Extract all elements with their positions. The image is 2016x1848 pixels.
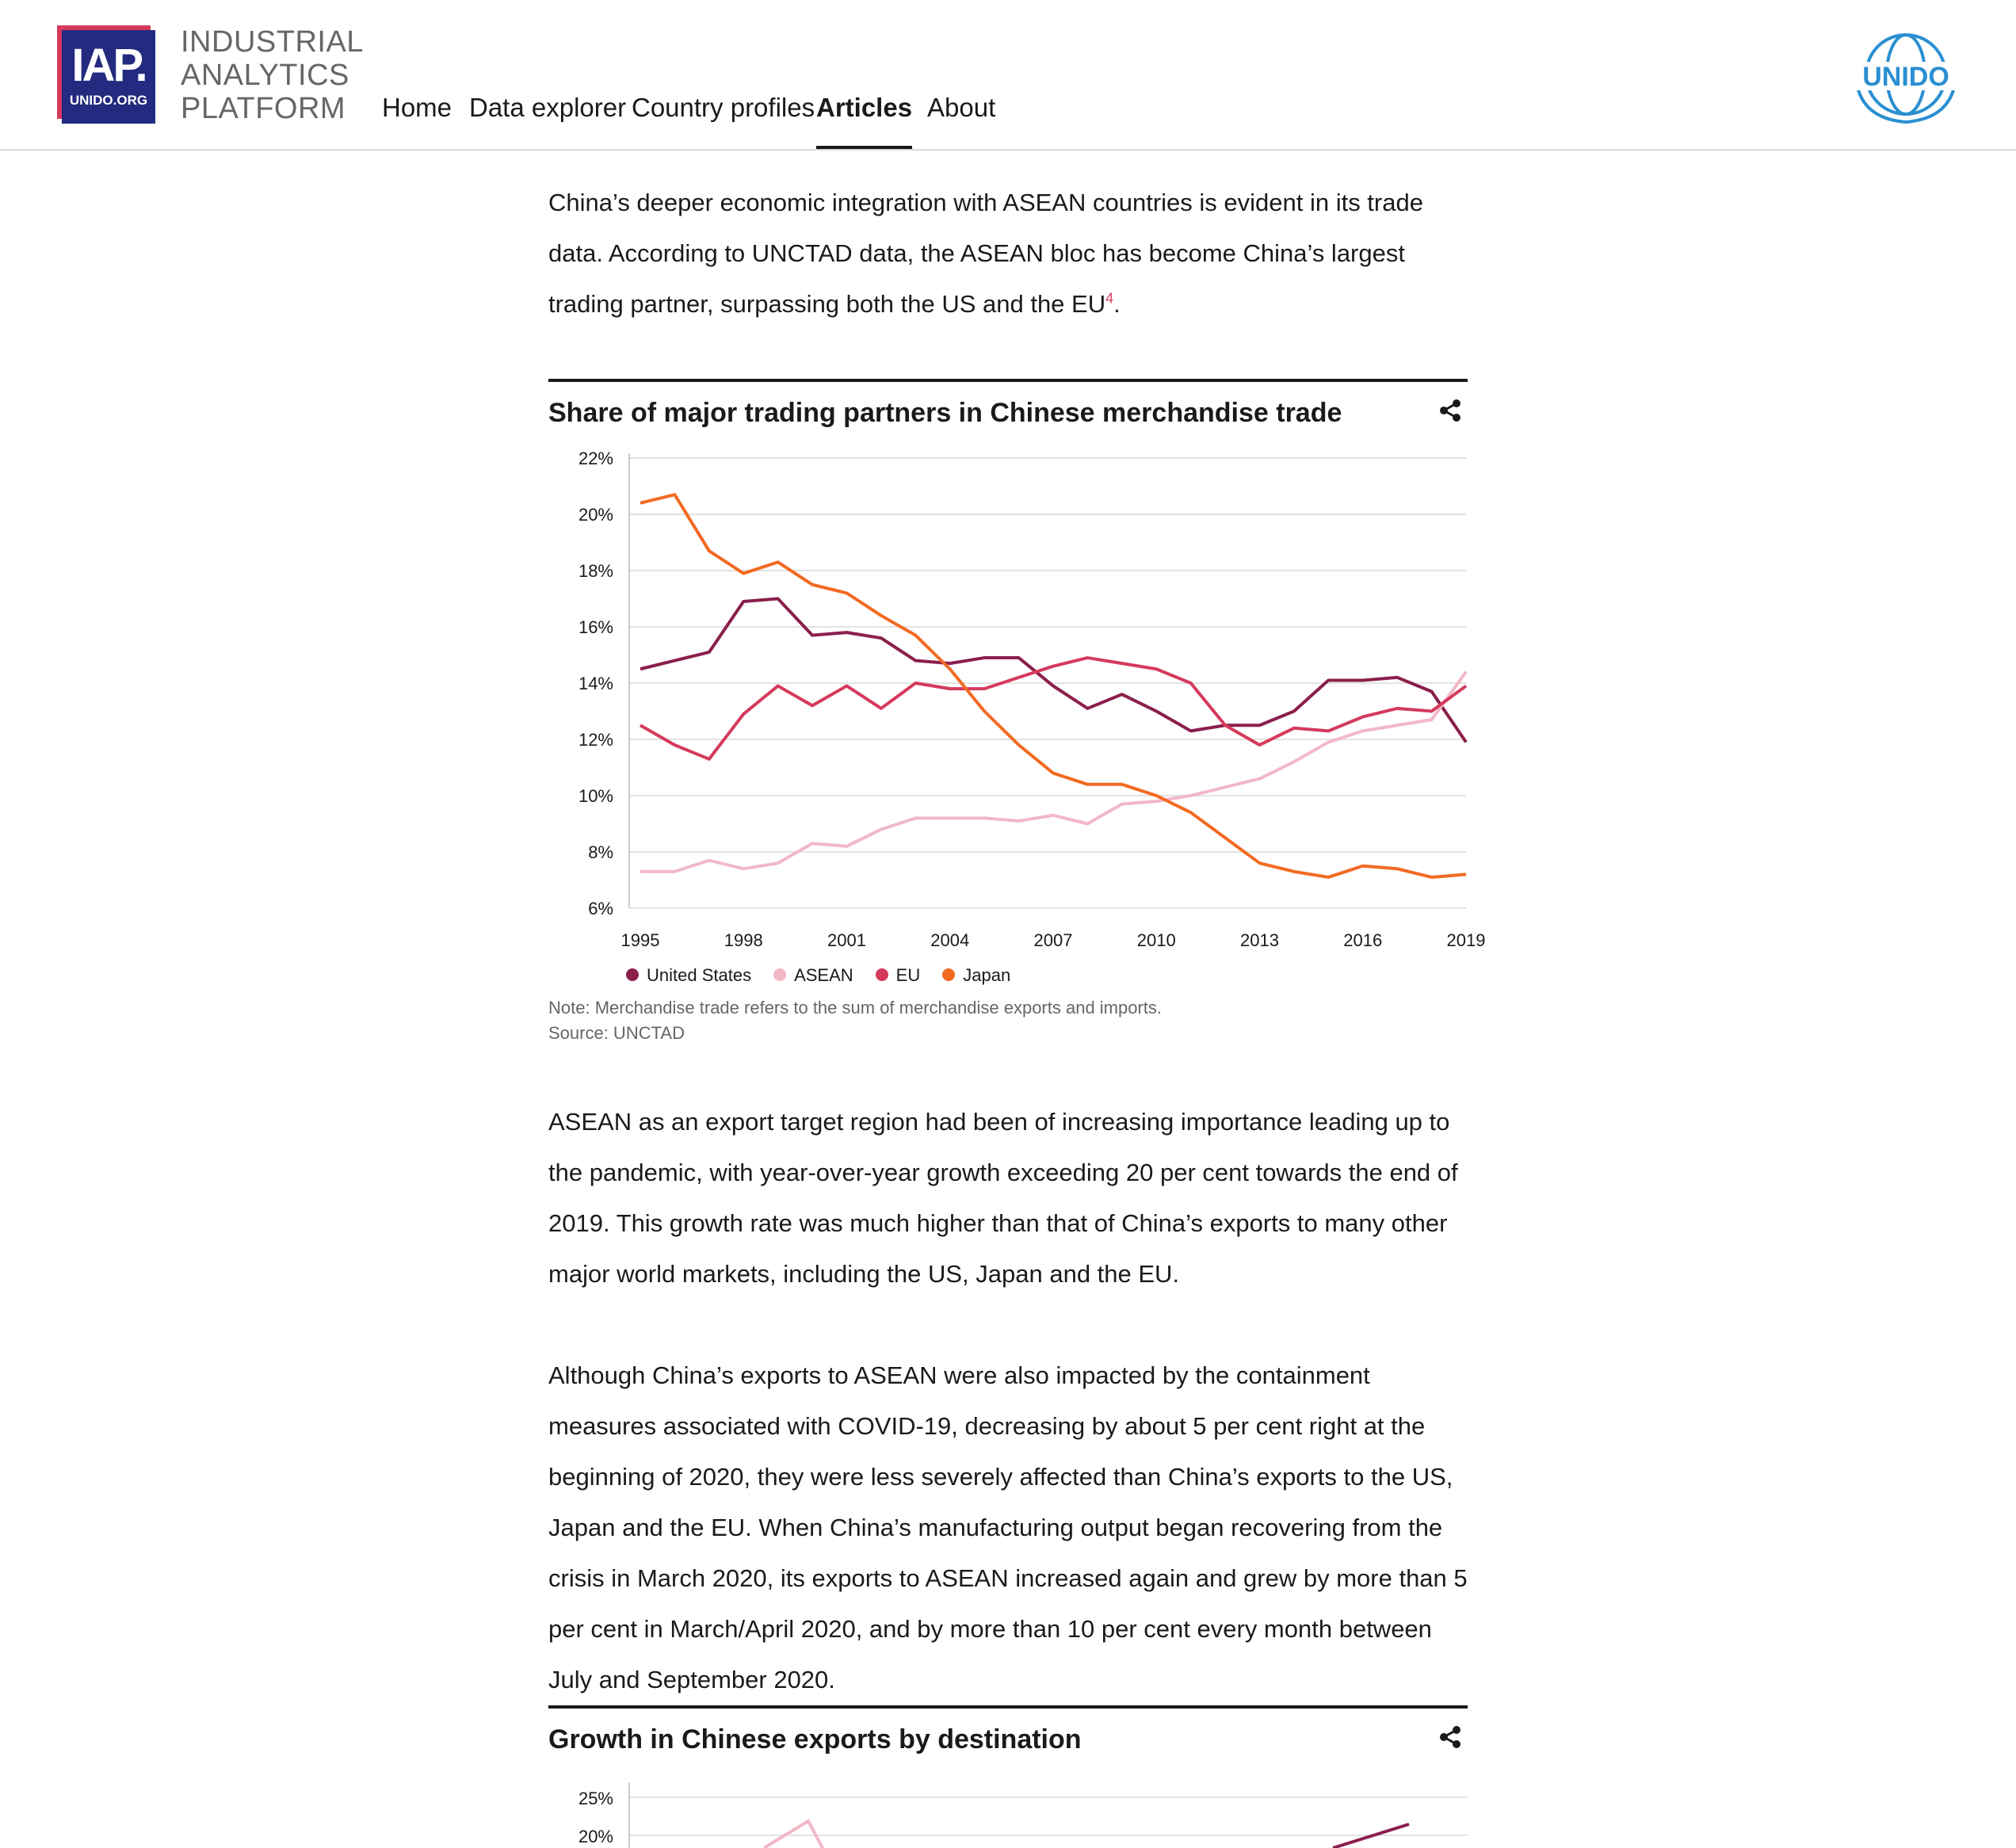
unido-logo-text: UNIDO — [1862, 62, 1949, 92]
x-tick-label: 2010 — [1136, 930, 1176, 950]
x-tick-label: 2013 — [1240, 930, 1279, 950]
unido-logo[interactable] — [1850, 32, 1962, 125]
series-line-united-states[interactable] — [640, 599, 1466, 743]
chart-source: Source: UNCTAD — [548, 1023, 685, 1043]
line-chart — [548, 1775, 1468, 1848]
article-paragraph-1 — [548, 178, 1468, 330]
chart-legend — [626, 965, 1033, 991]
legend-swatch — [626, 968, 639, 981]
chart-divider — [548, 379, 1468, 382]
y-tick-label: 12% — [578, 730, 613, 750]
y-tick-label: 10% — [578, 786, 613, 806]
legend-item[interactable] — [773, 965, 853, 986]
share-icon[interactable] — [1438, 398, 1463, 423]
legend-swatch — [942, 968, 955, 981]
article-paragraph-2: ASEAN as an export target region had been of increasing importance leading up to the pandemic, with year-over-year growth exceeding 20 per cent towards the end of 2019. This growth rate was much higher than that of China’s exports to many other major world markets, including the US, Japan and the EU. — [548, 1108, 1458, 1288]
y-tick-label: 20% — [578, 1827, 613, 1846]
line-chart — [548, 444, 1486, 959]
share-icon[interactable] — [1438, 1724, 1463, 1750]
chart-divider — [548, 1705, 1468, 1709]
legend-swatch — [773, 968, 786, 981]
y-tick-label: 20% — [578, 505, 613, 525]
x-tick-label: 2007 — [1033, 930, 1073, 950]
legend-label: Japan — [963, 965, 1011, 985]
logo-block — [62, 30, 155, 124]
legend-item[interactable] — [942, 965, 1010, 986]
x-tick-label: 1995 — [620, 930, 660, 950]
brand-line: INDUSTRIAL — [181, 25, 364, 59]
site-header — [0, 0, 2016, 151]
y-tick-label: 18% — [578, 561, 613, 581]
legend-label: United States — [647, 965, 752, 985]
legend-label: EU — [895, 965, 921, 985]
chart-title: Growth in Chinese exports by destination — [548, 1724, 1082, 1754]
article-paragraph-3: Although China’s exports to ASEAN were also impacted by the containment measures associated with COVID-19, decreasing by about 5 per cent right at the beginning of 2020, they were less severely affected than China’s exports to the US, Japan and the EU. When China’s manufacturing output began recovering from the crisis in March 2020, its exports to ASEAN increased again and grew by more than 5 per cent in March/April 2020, and by more than 10 per cent every month between July and September 2020. — [548, 1361, 1468, 1693]
chart-note: Note: Merchandise trade refers to the sum of merchandise exports and imports. — [548, 998, 1163, 1018]
nav-country-profiles[interactable]: Country profiles — [632, 93, 815, 122]
y-tick-label: 25% — [578, 1789, 613, 1808]
series-line-eu[interactable] — [640, 658, 1466, 759]
x-tick-label: 2016 — [1343, 930, 1383, 950]
brand-line: PLATFORM — [181, 92, 346, 125]
y-tick-label: 6% — [588, 899, 613, 918]
chart-title: Share of major trading partners in Chinese merchandise trade — [548, 398, 1342, 428]
nav-about[interactable]: About — [927, 93, 996, 122]
logo-main-text: IAP. — [71, 40, 146, 91]
brand-name[interactable] — [181, 25, 371, 125]
legend-item[interactable] — [626, 965, 751, 986]
footnote-link[interactable]: 4 — [1105, 290, 1114, 307]
x-tick-label: 1998 — [724, 930, 763, 950]
x-tick-label: 2004 — [930, 930, 970, 950]
brand-line: ANALYTICS — [181, 59, 349, 92]
x-tick-label: 2001 — [827, 930, 866, 950]
paragraph-text-end: . — [1113, 290, 1121, 318]
x-tick-label: 2019 — [1446, 930, 1486, 950]
legend-item[interactable] — [876, 965, 921, 986]
y-tick-label: 16% — [578, 617, 613, 637]
legend-swatch — [876, 968, 888, 981]
y-tick-label: 22% — [578, 449, 613, 468]
nav-home[interactable]: Home — [382, 93, 452, 122]
nav-data-explorer[interactable]: Data explorer — [469, 93, 627, 122]
nav-articles[interactable]: Articles — [816, 92, 912, 149]
iap-logo[interactable] — [57, 25, 152, 120]
y-tick-label: 14% — [578, 674, 613, 693]
logo-sub-text: UNIDO.ORG — [69, 93, 148, 108]
y-tick-label: 8% — [588, 842, 613, 862]
paragraph-text: China’s deeper economic integration with ASEAN countries is evident in its trade data. According to UNCTAD data, the ASEAN bloc has become China’s largest trading partner, surpassing both the US and the EU — [548, 189, 1423, 318]
legend-label: ASEAN — [794, 965, 853, 985]
